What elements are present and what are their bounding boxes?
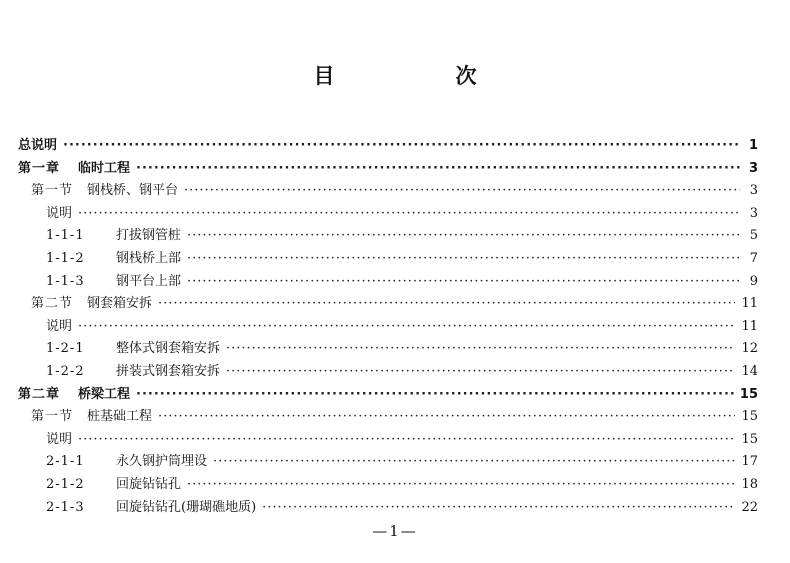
toc-entry-number: 2-1-1 <box>46 454 85 470</box>
toc-entry-label: 钢栈桥上部 <box>116 250 182 266</box>
toc-entry-2-1-1[interactable] <box>18 451 758 474</box>
toc-entry-notes-1-1[interactable] <box>18 203 758 226</box>
table-of-contents <box>18 135 758 519</box>
toc-entry-1-1-1[interactable] <box>18 225 758 248</box>
toc-entry-number: 第二章 <box>18 386 61 402</box>
toc-entry-1-1-2[interactable] <box>18 248 758 271</box>
toc-entry-number: 1-2-1 <box>46 341 85 357</box>
toc-entry-section-1-1[interactable] <box>18 180 758 203</box>
toc-entry-number: 1-1-3 <box>46 273 85 289</box>
toc-entry-number: 第一章 <box>18 160 61 176</box>
toc-entry-label: 总说明 <box>18 138 58 153</box>
toc-entry-page: 15 <box>741 409 758 425</box>
toc-entry-number: 第一节 <box>31 183 74 199</box>
toc-entry-label: 拼装式钢套箱安拆 <box>116 363 221 379</box>
toc-entry-page: 14 <box>741 363 758 379</box>
page-number: —1— <box>372 522 418 540</box>
toc-entry-page: 17 <box>741 454 758 470</box>
toc-entry-page: 11 <box>741 318 758 334</box>
toc-entry-page: 11 <box>741 296 758 312</box>
toc-entry-page: 1 <box>748 138 758 153</box>
toc-entry-number: 1-1-2 <box>46 250 85 266</box>
leader-dots <box>187 271 740 294</box>
toc-entry-number: 2-1-2 <box>46 476 85 492</box>
toc-entry-page: 18 <box>741 476 758 492</box>
toc-entry-1-2-1[interactable] <box>18 338 758 361</box>
leader-dots <box>136 384 734 407</box>
toc-entry-section-1-2[interactable] <box>18 293 758 316</box>
toc-entry-page: 15 <box>739 386 758 402</box>
toc-entry-section-2-1[interactable] <box>18 406 758 429</box>
toc-entry-page: 15 <box>741 431 758 447</box>
leader-dots <box>262 497 735 520</box>
toc-entry-page: 7 <box>749 250 758 266</box>
page-title: 目 次 <box>313 64 527 88</box>
toc-entry-2-1-2[interactable] <box>18 474 758 497</box>
leader-dots <box>226 338 735 361</box>
toc-entry-page: 5 <box>749 228 758 244</box>
toc-entry-page: 12 <box>741 341 758 357</box>
toc-entry-number: 第一节 <box>31 409 74 425</box>
toc-entry-label: 钢栈桥、钢平台 <box>87 183 179 199</box>
toc-entry-number: 1-1-1 <box>46 228 85 244</box>
leader-dots <box>78 203 740 226</box>
toc-entry-page: 9 <box>749 273 758 289</box>
toc-entry-label: 说明 <box>46 431 73 447</box>
leader-dots <box>184 180 740 203</box>
toc-entry-chapter-1[interactable] <box>18 158 758 181</box>
leader-dots <box>78 429 735 452</box>
toc-entry-page: 3 <box>749 183 758 199</box>
leader-dots <box>226 361 735 384</box>
toc-entry-number: 第二节 <box>31 296 74 312</box>
toc-entry-label: 说明 <box>46 318 73 334</box>
toc-entry-label: 说明 <box>46 205 73 221</box>
toc-entry-label: 回旋钻钻孔 <box>116 476 182 492</box>
toc-entry-1-1-3[interactable] <box>18 271 758 294</box>
toc-entry-label: 钢套箱安拆 <box>87 296 153 312</box>
toc-entry-label: 永久钢护筒埋设 <box>116 454 208 470</box>
leader-dots <box>78 316 735 339</box>
toc-entry-chapter-2[interactable] <box>18 384 758 407</box>
leader-dots <box>63 135 740 158</box>
toc-entry-general-notes[interactable] <box>18 135 758 158</box>
leader-dots <box>213 451 735 474</box>
toc-entry-notes-1-2[interactable] <box>18 316 758 339</box>
toc-entry-number: 1-2-2 <box>46 363 85 379</box>
toc-entry-page: 22 <box>741 499 758 515</box>
toc-entry-page: 3 <box>748 160 758 176</box>
toc-entry-label: 钢平台上部 <box>116 273 182 289</box>
toc-entry-label: 回旋钻钻孔(珊瑚礁地质) <box>116 499 257 515</box>
toc-entry-label: 桩基础工程 <box>87 409 153 425</box>
leader-dots <box>187 474 735 497</box>
toc-entry-1-2-2[interactable] <box>18 361 758 384</box>
leader-dots <box>158 293 735 316</box>
leader-dots <box>136 158 740 181</box>
toc-entry-label: 临时工程 <box>78 160 131 176</box>
toc-entry-label: 整体式钢套箱安拆 <box>116 341 221 357</box>
toc-entry-2-1-3[interactable] <box>18 497 758 520</box>
toc-entry-label: 打拔钢管桩 <box>116 228 182 244</box>
leader-dots <box>187 225 740 248</box>
toc-entry-notes-2-1[interactable] <box>18 429 758 452</box>
toc-entry-page: 3 <box>749 205 758 221</box>
toc-entry-label: 桥梁工程 <box>78 386 131 402</box>
leader-dots <box>158 406 735 429</box>
leader-dots <box>187 248 740 271</box>
toc-entry-number: 2-1-3 <box>46 499 85 515</box>
